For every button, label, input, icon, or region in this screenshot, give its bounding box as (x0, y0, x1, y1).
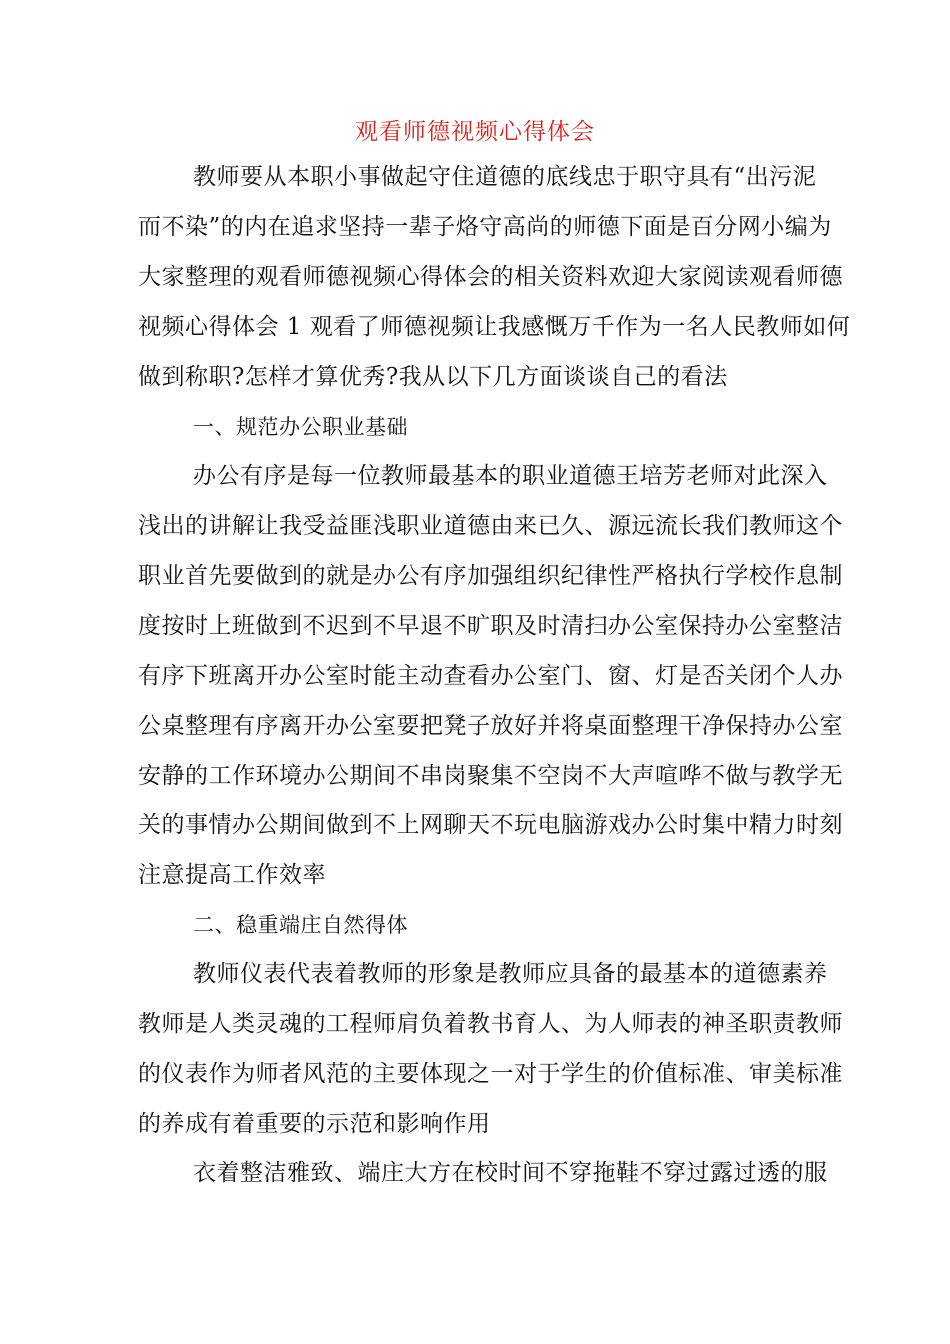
paragraph-line: 教师要从本职小事做起守住道德的底线忠于职守具有“出污泥 (193, 164, 817, 190)
paragraph-line: 浅出的讲解让我受益匪浅职业道德由来已久、源远流长我们教师这个 (138, 513, 843, 539)
paragraph-line: 度按时上班做到不迟到不早退不旷职及时清扫办公室保持办公室整洁 (138, 613, 843, 639)
paragraph-line: 教师仪表代表着教师的形象是教师应具备的最基本的道德素养 (193, 961, 828, 987)
paragraph-line: 安静的工作环境办公期间不串岗聚集不空岗不大声喧哗不做与教学无 (138, 763, 843, 789)
paragraph-line: 衣着整洁雅致、端庄大方在校时间不穿拖鞋不穿过露过透的服 (193, 1160, 828, 1186)
paragraph-line: 视频心得体会 1 观看了师德视频让我感慨万千作为一名人民教师如何 (138, 314, 851, 340)
paragraph-line: 有序下班离开办公室时能主动查看办公室门、窗、灯是否关闭个人办 (138, 663, 843, 689)
paragraph-line: 的养成有着重要的示范和影响作用 (138, 1111, 491, 1137)
paragraph-line: 办公有序是每一位教师最基本的职业道德王培芳老师对此深入 (193, 463, 828, 489)
paragraph-line: 注意提高工作效率 (138, 862, 326, 888)
section-heading: 二、稳重端庄自然得体 (193, 913, 408, 937)
section-heading: 一、规范办公职业基础 (193, 415, 408, 439)
paragraph-line: 职业首先要做到的就是办公有序加强组织纪律性严格执行学校作息制 (138, 563, 843, 589)
paragraph-line: 公桌整理有序离开办公室要把凳子放好并将桌面整理干净保持办公室 (138, 713, 843, 739)
paragraph-line: 而不染”的内在追求坚持一辈子烙守高尚的师德下面是百分网小编为 (138, 214, 832, 240)
paragraph-line: 教师是人类灵魂的工程师肩负着教书育人、为人师表的神圣职责教师 (138, 1011, 843, 1037)
paragraph-line: 做到称职?怎样才算优秀?我从以下几方面谈谈自己的看法 (138, 364, 728, 390)
document-title: 观看师德视频心得体会 (355, 119, 595, 145)
paragraph-line: 关的事情办公期间做到不上网聊天不玩电脑游戏办公时集中精力时刻 (138, 812, 843, 838)
paragraph-line: 的仪表作为师者风范的主要体现之一对于学生的价值标准、审美标准 (138, 1061, 843, 1087)
paragraph-line: 大家整理的观看师德视频心得体会的相关资料欢迎大家阅读观看师德 (138, 264, 843, 290)
